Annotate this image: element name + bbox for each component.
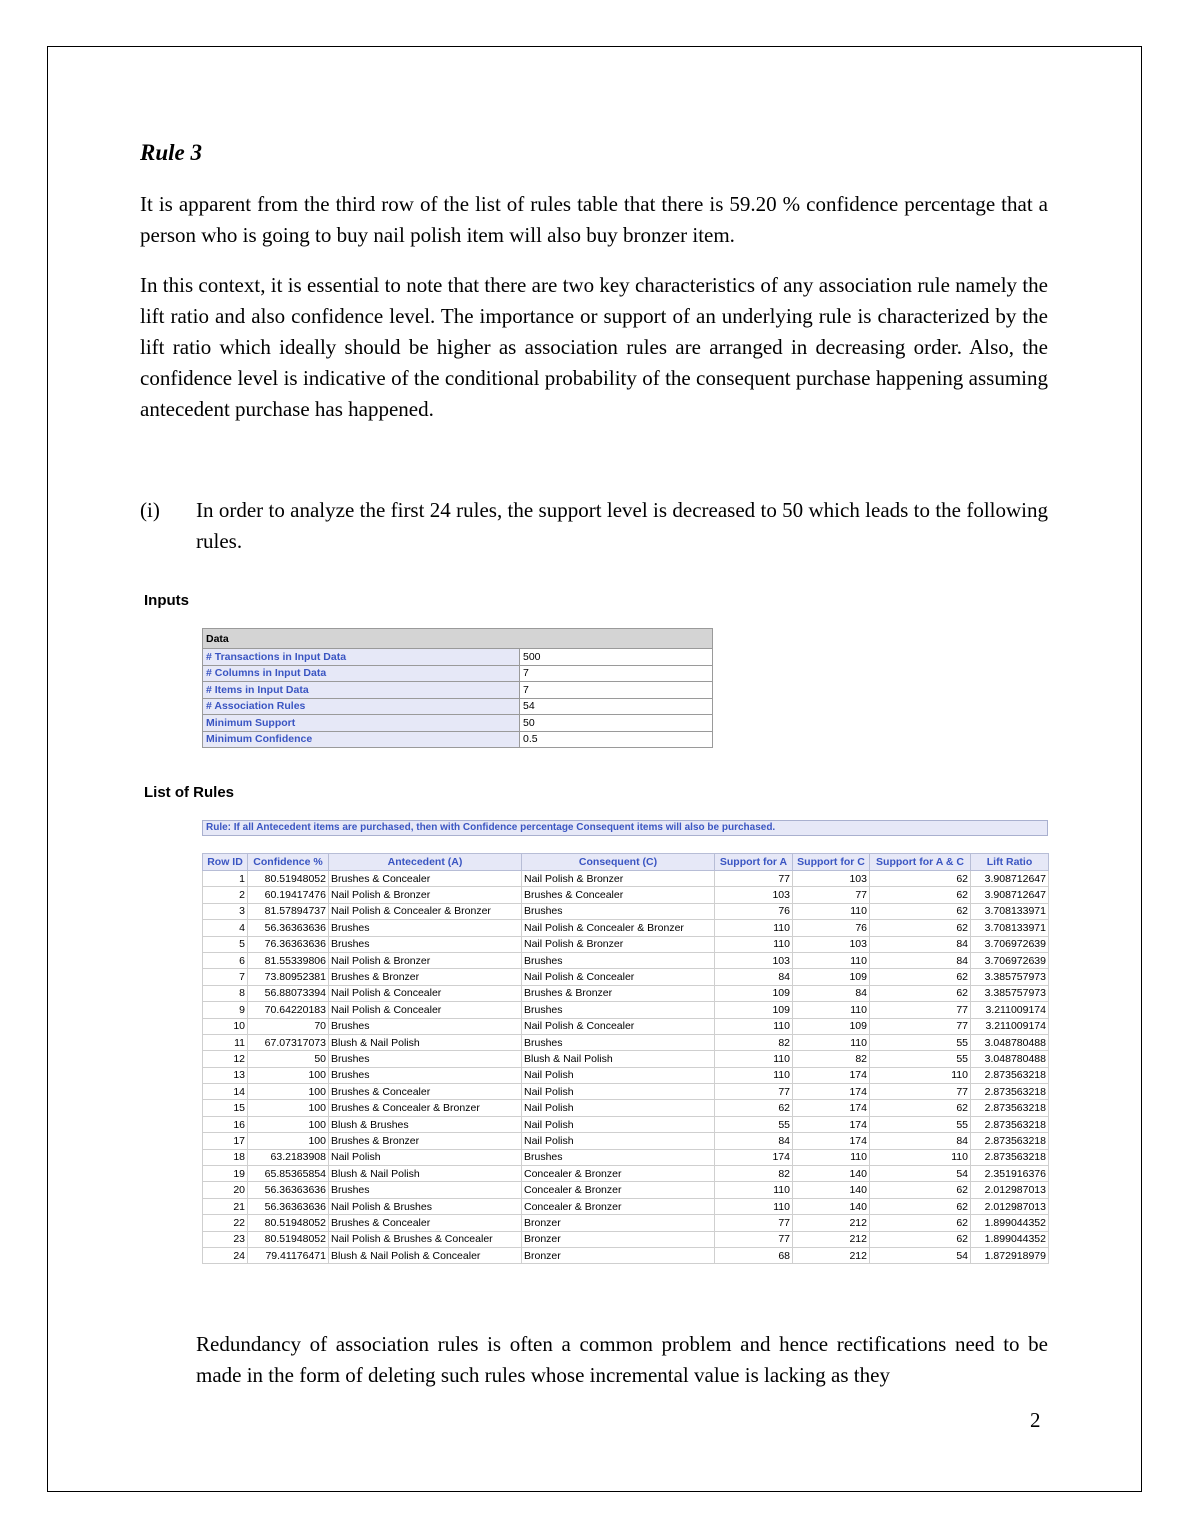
- table-cell: Brushes: [522, 952, 715, 968]
- table-cell: 80.51948052: [248, 871, 329, 887]
- table-cell: 8: [203, 985, 248, 1001]
- table-cell: 77: [870, 1002, 971, 1018]
- inputs-row: [203, 649, 713, 666]
- paragraph-confidence: It is apparent from the third row of the list of rules table that there is 59.20 % confidence percentage that a person who is going to buy nail polish item will also buy bronzer item.: [140, 192, 1048, 247]
- table-cell: 80.51948052: [248, 1231, 329, 1247]
- table-cell: 3.706972639: [971, 936, 1049, 952]
- table-row: [203, 1231, 1049, 1247]
- table-cell: 110: [870, 1149, 971, 1165]
- table-cell: 18: [203, 1149, 248, 1165]
- table-cell: 62: [870, 1100, 971, 1116]
- table-cell: 11: [203, 1034, 248, 1050]
- table-cell: 84: [870, 952, 971, 968]
- table-cell: Bronzer: [522, 1215, 715, 1231]
- inputs-label: Inputs: [144, 592, 189, 609]
- inputs-row-label: # Columns in Input Data: [203, 665, 520, 682]
- table-cell: 77: [715, 871, 793, 887]
- table-cell: Blush & Nail Polish: [329, 1034, 522, 1050]
- table-cell: 67.07317073: [248, 1034, 329, 1050]
- table-cell: Brushes: [329, 920, 522, 936]
- table-cell: 174: [793, 1100, 870, 1116]
- table-cell: 110: [715, 936, 793, 952]
- rules-table: [202, 853, 1049, 1264]
- table-cell: Brushes: [329, 1182, 522, 1198]
- table-cell: Nail Polish & Bronzer: [329, 952, 522, 968]
- rules-column-header: Support for A & C: [870, 854, 971, 871]
- table-cell: 81.55339806: [248, 952, 329, 968]
- table-cell: 174: [793, 1067, 870, 1083]
- inputs-row-label: # Items in Input Data: [203, 682, 520, 699]
- table-cell: 9: [203, 1002, 248, 1018]
- table-cell: Brushes & Concealer: [329, 871, 522, 887]
- table-cell: Brushes: [522, 903, 715, 919]
- table-cell: 103: [793, 871, 870, 887]
- rules-label: List of Rules: [144, 784, 235, 801]
- table-cell: 140: [793, 1182, 870, 1198]
- table-cell: Nail Polish & Bronzer: [522, 871, 715, 887]
- table-cell: 174: [793, 1084, 870, 1100]
- table-cell: 100: [248, 1067, 329, 1083]
- table-cell: 3.708133971: [971, 903, 1049, 919]
- inputs-row: [203, 682, 713, 699]
- table-cell: 84: [870, 1133, 971, 1149]
- table-cell: 2.873563218: [971, 1084, 1049, 1100]
- table-cell: 100: [248, 1133, 329, 1149]
- table-cell: 62: [870, 887, 971, 903]
- table-cell: Nail Polish & Concealer: [329, 985, 522, 1001]
- table-cell: 109: [793, 969, 870, 985]
- table-cell: Nail Polish: [522, 1100, 715, 1116]
- table-cell: 3.048780488: [971, 1034, 1049, 1050]
- inputs-row-value: 7: [520, 682, 713, 699]
- table-cell: 10: [203, 1018, 248, 1034]
- inputs-row-label: Minimum Confidence: [203, 731, 520, 748]
- table-cell: 140: [793, 1198, 870, 1214]
- inputs-row: [203, 698, 713, 715]
- table-cell: Nail Polish: [522, 1084, 715, 1100]
- table-cell: Concealer & Bronzer: [522, 1198, 715, 1214]
- table-cell: 109: [715, 985, 793, 1001]
- table-cell: 3.385757973: [971, 985, 1049, 1001]
- table-row: [203, 1084, 1049, 1100]
- table-cell: 2.873563218: [971, 1116, 1049, 1132]
- table-row: [203, 1149, 1049, 1165]
- table-cell: 4: [203, 920, 248, 936]
- table-cell: 68: [715, 1247, 793, 1263]
- table-cell: 100: [248, 1100, 329, 1116]
- table-cell: 55: [870, 1051, 971, 1067]
- table-cell: 100: [248, 1084, 329, 1100]
- table-cell: 174: [793, 1133, 870, 1149]
- table-cell: 110: [793, 903, 870, 919]
- table-cell: 50: [248, 1051, 329, 1067]
- table-row: [203, 871, 1049, 887]
- table-cell: 2.873563218: [971, 1133, 1049, 1149]
- paragraph-redundancy: Redundancy of association rules is often a common problem and hence rectifications need to be made in the form of deleting such rules whose incremental value is lacking as they: [196, 1332, 1048, 1387]
- table-cell: 3.908712647: [971, 871, 1049, 887]
- table-cell: 212: [793, 1231, 870, 1247]
- table-row: [203, 1166, 1049, 1182]
- table-cell: 77: [870, 1018, 971, 1034]
- table-cell: 3: [203, 903, 248, 919]
- table-cell: 76: [715, 903, 793, 919]
- table-cell: 17: [203, 1133, 248, 1149]
- table-cell: 24: [203, 1247, 248, 1263]
- table-cell: Brushes: [522, 1149, 715, 1165]
- table-cell: Brushes & Concealer: [329, 1084, 522, 1100]
- table-cell: 110: [793, 1034, 870, 1050]
- table-cell: 110: [715, 920, 793, 936]
- table-cell: 14: [203, 1084, 248, 1100]
- table-cell: Nail Polish & Bronzer: [522, 936, 715, 952]
- paragraph-characteristics: In this context, it is essential to note that there are two key characteristics of any association rule namely the lift ratio and also confidence level. The importance or support of an underlying rule is characterized by the lift ratio which ideally should be higher as association rules are arranged in decreasing order. Also, the confidence level is indicative of the conditional probability of the consequent purchase happening assuming antecedent purchase has happened.: [140, 273, 1048, 421]
- rules-column-header: Row ID: [203, 854, 248, 871]
- table-cell: 76: [793, 920, 870, 936]
- rules-column-header: Consequent (C): [522, 854, 715, 871]
- table-cell: 3.385757973: [971, 969, 1049, 985]
- table-cell: 174: [715, 1149, 793, 1165]
- rules-column-header: Antecedent (A): [329, 854, 522, 871]
- table-row: [203, 1133, 1049, 1149]
- table-row: [203, 1116, 1049, 1132]
- table-cell: Brushes & Concealer: [329, 1215, 522, 1231]
- rule-note: Rule: If all Antecedent items are purchased, then with Confidence percentage Consequent items will also be purchased.: [202, 820, 1048, 836]
- rules-column-header: Confidence %: [248, 854, 329, 871]
- table-cell: 3.211009174: [971, 1018, 1049, 1034]
- table-cell: Nail Polish & Bronzer: [329, 887, 522, 903]
- table-cell: 54: [870, 1166, 971, 1182]
- inputs-row-value: 500: [520, 649, 713, 666]
- table-cell: Nail Polish & Concealer: [329, 1002, 522, 1018]
- table-cell: 84: [793, 985, 870, 1001]
- table-cell: 110: [715, 1198, 793, 1214]
- table-cell: 77: [870, 1084, 971, 1100]
- table-cell: 174: [793, 1116, 870, 1132]
- table-cell: 62: [870, 1215, 971, 1231]
- table-cell: Nail Polish & Concealer & Bronzer: [329, 903, 522, 919]
- table-row: [203, 985, 1049, 1001]
- table-cell: 103: [715, 952, 793, 968]
- table-cell: 76.36363636: [248, 936, 329, 952]
- table-cell: 82: [715, 1166, 793, 1182]
- table-cell: 73.80952381: [248, 969, 329, 985]
- rules-column-header: Support for C: [793, 854, 870, 871]
- table-cell: 110: [793, 1149, 870, 1165]
- table-cell: 2.351916376: [971, 1166, 1049, 1182]
- inputs-table: [202, 628, 713, 748]
- table-cell: 70.64220183: [248, 1002, 329, 1018]
- table-cell: 77: [715, 1084, 793, 1100]
- table-cell: 7: [203, 969, 248, 985]
- table-cell: Nail Polish & Concealer & Bronzer: [522, 920, 715, 936]
- table-cell: 62: [715, 1100, 793, 1116]
- table-cell: 100: [248, 1116, 329, 1132]
- table-cell: 19: [203, 1166, 248, 1182]
- table-cell: 77: [793, 887, 870, 903]
- table-cell: 212: [793, 1247, 870, 1263]
- table-cell: 15: [203, 1100, 248, 1116]
- table-cell: 2.873563218: [971, 1149, 1049, 1165]
- table-cell: 56.36363636: [248, 920, 329, 936]
- table-cell: 79.41176471: [248, 1247, 329, 1263]
- rules-column-header: Support for A: [715, 854, 793, 871]
- table-cell: 20: [203, 1182, 248, 1198]
- list-item-text: In order to analyze the first 24 rules, the support level is decreased to 50 which leads to the following rules.: [196, 498, 1048, 553]
- inputs-row-value: 0.5: [520, 731, 713, 748]
- table-cell: Nail Polish & Concealer: [522, 1018, 715, 1034]
- table-cell: 140: [793, 1166, 870, 1182]
- table-cell: 65.85365854: [248, 1166, 329, 1182]
- table-cell: Brushes: [329, 1051, 522, 1067]
- table-cell: Bronzer: [522, 1247, 715, 1263]
- inputs-row-value: 54: [520, 698, 713, 715]
- table-cell: 22: [203, 1215, 248, 1231]
- table-cell: 55: [715, 1116, 793, 1132]
- table-cell: 110: [793, 1002, 870, 1018]
- table-cell: 110: [715, 1018, 793, 1034]
- table-cell: 3.908712647: [971, 887, 1049, 903]
- table-cell: Concealer & Bronzer: [522, 1182, 715, 1198]
- table-row: [203, 1247, 1049, 1263]
- table-cell: 1.872918979: [971, 1247, 1049, 1263]
- table-cell: 82: [715, 1034, 793, 1050]
- table-cell: 81.57894737: [248, 903, 329, 919]
- table-cell: 77: [715, 1215, 793, 1231]
- table-cell: 56.36363636: [248, 1198, 329, 1214]
- table-row: [203, 1051, 1049, 1067]
- inputs-row-value: 7: [520, 665, 713, 682]
- inputs-row-label: Minimum Support: [203, 715, 520, 732]
- table-cell: 60.19417476: [248, 887, 329, 903]
- table-cell: 110: [870, 1067, 971, 1083]
- inputs-row-value: 50: [520, 715, 713, 732]
- page-number: 2: [1030, 1408, 1041, 1432]
- table-cell: 62: [870, 920, 971, 936]
- rule-heading: Rule 3: [140, 140, 202, 165]
- table-cell: 109: [715, 1002, 793, 1018]
- table-cell: 62: [870, 903, 971, 919]
- table-cell: Brushes: [329, 1018, 522, 1034]
- table-cell: 21: [203, 1198, 248, 1214]
- table-cell: Nail Polish: [522, 1116, 715, 1132]
- table-cell: 6: [203, 952, 248, 968]
- table-cell: 16: [203, 1116, 248, 1132]
- table-cell: 62: [870, 871, 971, 887]
- table-row: [203, 903, 1049, 919]
- table-row: [203, 1034, 1049, 1050]
- table-cell: 63.2183908: [248, 1149, 329, 1165]
- table-cell: 103: [793, 936, 870, 952]
- table-cell: Brushes & Bronzer: [329, 1133, 522, 1149]
- table-cell: Brushes & Bronzer: [329, 969, 522, 985]
- table-cell: 80.51948052: [248, 1215, 329, 1231]
- table-cell: 82: [793, 1051, 870, 1067]
- table-cell: 2.873563218: [971, 1100, 1049, 1116]
- table-cell: 55: [870, 1034, 971, 1050]
- table-row: [203, 969, 1049, 985]
- table-cell: 3.708133971: [971, 920, 1049, 936]
- table-cell: Bronzer: [522, 1231, 715, 1247]
- table-cell: 212: [793, 1215, 870, 1231]
- table-cell: Nail Polish & Brushes: [329, 1198, 522, 1214]
- table-cell: Nail Polish & Concealer: [522, 969, 715, 985]
- table-cell: 2: [203, 887, 248, 903]
- table-cell: 77: [715, 1231, 793, 1247]
- table-cell: Brushes: [522, 1002, 715, 1018]
- table-row: [203, 1018, 1049, 1034]
- inputs-row: [203, 715, 713, 732]
- table-cell: 110: [715, 1051, 793, 1067]
- table-cell: 62: [870, 1198, 971, 1214]
- table-cell: 5: [203, 936, 248, 952]
- table-cell: 103: [715, 887, 793, 903]
- table-cell: 70: [248, 1018, 329, 1034]
- table-cell: 2.012987013: [971, 1198, 1049, 1214]
- table-cell: Brushes & Concealer: [522, 887, 715, 903]
- table-row: [203, 1215, 1049, 1231]
- table-cell: 110: [715, 1067, 793, 1083]
- table-cell: 13: [203, 1067, 248, 1083]
- table-cell: 1.899044352: [971, 1215, 1049, 1231]
- table-cell: Brushes: [329, 936, 522, 952]
- table-row: [203, 1067, 1049, 1083]
- table-cell: 110: [793, 952, 870, 968]
- table-cell: Nail Polish: [329, 1149, 522, 1165]
- table-cell: 1.899044352: [971, 1231, 1049, 1247]
- table-cell: Nail Polish & Brushes & Concealer: [329, 1231, 522, 1247]
- rules-column-header: Lift Ratio: [971, 854, 1049, 871]
- table-cell: 62: [870, 969, 971, 985]
- table-row: [203, 1198, 1049, 1214]
- table-cell: 1: [203, 871, 248, 887]
- inputs-row-label: # Association Rules: [203, 698, 520, 715]
- page-border: [47, 46, 1142, 1492]
- table-cell: 62: [870, 985, 971, 1001]
- table-row: [203, 920, 1049, 936]
- table-cell: Nail Polish: [522, 1067, 715, 1083]
- table-cell: 3.048780488: [971, 1051, 1049, 1067]
- table-cell: 54: [870, 1247, 971, 1263]
- table-row: [203, 887, 1049, 903]
- inputs-row: [203, 665, 713, 682]
- table-cell: Blush & Brushes: [329, 1116, 522, 1132]
- table-cell: 56.36363636: [248, 1182, 329, 1198]
- table-cell: Blush & Nail Polish & Concealer: [329, 1247, 522, 1263]
- table-cell: Nail Polish: [522, 1133, 715, 1149]
- table-cell: 84: [715, 1133, 793, 1149]
- inputs-table-header: Data: [203, 629, 713, 649]
- table-row: [203, 1100, 1049, 1116]
- table-cell: Brushes & Bronzer: [522, 985, 715, 1001]
- list-marker: (i): [140, 498, 160, 522]
- table-cell: 3.211009174: [971, 1002, 1049, 1018]
- table-cell: Concealer & Bronzer: [522, 1166, 715, 1182]
- table-cell: 12: [203, 1051, 248, 1067]
- table-row: [203, 1002, 1049, 1018]
- table-cell: Blush & Nail Polish: [522, 1051, 715, 1067]
- table-cell: 56.88073394: [248, 985, 329, 1001]
- table-cell: 23: [203, 1231, 248, 1247]
- table-row: [203, 1182, 1049, 1198]
- table-cell: 110: [715, 1182, 793, 1198]
- table-cell: Blush & Nail Polish: [329, 1166, 522, 1182]
- table-cell: 62: [870, 1182, 971, 1198]
- table-cell: 62: [870, 1231, 971, 1247]
- table-cell: 84: [870, 936, 971, 952]
- inputs-row-label: # Transactions in Input Data: [203, 649, 520, 666]
- table-cell: Brushes: [522, 1034, 715, 1050]
- table-cell: 55: [870, 1116, 971, 1132]
- table-row: [203, 952, 1049, 968]
- table-cell: Brushes: [329, 1067, 522, 1083]
- table-cell: 2.873563218: [971, 1067, 1049, 1083]
- inputs-row: [203, 731, 713, 748]
- table-cell: 2.012987013: [971, 1182, 1049, 1198]
- table-cell: Brushes & Concealer & Bronzer: [329, 1100, 522, 1116]
- table-cell: 109: [793, 1018, 870, 1034]
- table-cell: 3.706972639: [971, 952, 1049, 968]
- table-cell: 84: [715, 969, 793, 985]
- table-row: [203, 936, 1049, 952]
